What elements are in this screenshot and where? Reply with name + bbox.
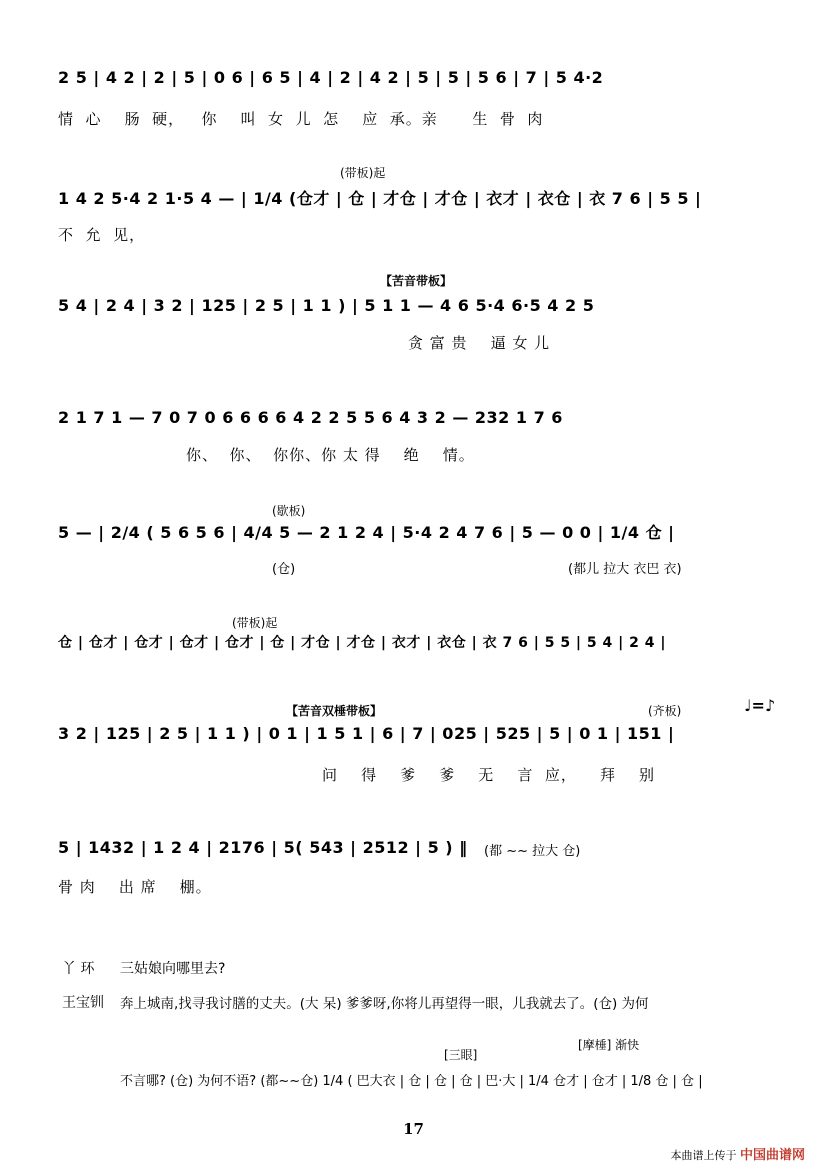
lyrics-row-2: 不 允 见， — [58, 226, 146, 244]
dialogue-text-1: 三姑娘向哪里去? — [120, 961, 226, 977]
notation-row-3: 5 4 | 2 4 | 3 2 | 125 | 2 5 | 1 1 ) | 5 1 1 — 4 6 5·4 6·5 4 2 5 — [58, 296, 595, 315]
footer — [670, 1144, 805, 1163]
notation-row-8: 5 | 1432 | 1 2 4 | 2176 | 5( 543 | 2512 | 5 ) ‖ — [58, 838, 468, 857]
page-number: 17 — [403, 1120, 424, 1138]
lyrics-row-7: 问 得 爹 爹 无 言 应， 拜 别 — [322, 766, 656, 784]
footer-brand: 中国曲谱网 — [739, 1148, 805, 1163]
lyrics-row-4: 你、 你、 你你、你 太 得 绝 情。 — [186, 446, 475, 464]
lyrics-row-8: 骨 肉 出 席 棚。 — [58, 878, 212, 896]
dialogue-speaker-1: 丫 环 — [62, 961, 95, 977]
row3-mark: 【苦音带板】 — [380, 274, 453, 288]
row7-mark-1: 【苦音双棰带板】 — [286, 704, 383, 718]
row6-mark: (带板)起 — [232, 616, 278, 630]
last-line-mark-2: [摩棰] 渐快 — [578, 1038, 640, 1052]
footer-text: 本曲谱上传于 — [670, 1149, 737, 1162]
row5-under-2: (都儿 拉大 衣巴 衣) — [568, 562, 682, 577]
last-line-text: 不言哪? (仓) 为何不语? (都~~仓) 1/4 ( 巴大衣 | 仓 | 仓 | 仓 | 巴·大 | 1/4 仓才 | 仓才 | 1/8 仓 | 仓 | — [120, 1074, 703, 1089]
last-line-mark-1: [三眼] — [444, 1048, 478, 1062]
notation-row-7: 3 2 | 125 | 2 5 | 1 1 ) | 0 1 | 1 5 1 | 6 | 7 | 025 | 525 | 5 | 0 1 | 151 | — [58, 724, 675, 743]
row5-mark: (歇板) — [272, 504, 306, 518]
row7-tempo: ♩=♪ — [744, 696, 776, 715]
notation-row-2: 1 4 2 5·4 2 1·5 4 — | 1/4 (仓才 | 仓 | 才仓 | 才仓 | 衣才 | 衣仓 | 衣 7 6 | 5 5 | — [58, 189, 702, 208]
row2-mark: (带板)起 — [340, 166, 386, 180]
dialogue-text-2: 奔上城南,找寻我讨膳的丈夫。(大 呆) 爹爹呀,你将儿再望得一眼，儿我就去了。(仓) 为何 — [120, 996, 649, 1012]
row7-mark-2: (齐板) — [648, 704, 682, 718]
lyrics-row-1: 情 心 肠 硬， 你 叫 女 儿 怎 应 承。亲 生 骨 肉 — [58, 110, 544, 128]
notation-row-4: 2 1 7 1 — 7 0 7 0 6 6 6 6 4 2 2 5 5 6 4 3 2 — 232 1 7 6 — [58, 408, 563, 427]
notation-row-1: 2 5 | 4 2 | 2 | 5 | 0 6 | 6 5 | 4 | 2 | 4 2 | 5 | 5 | 5 6 | 7 | 5 4·2 — [58, 68, 604, 87]
row8-under: (都 ~~ 拉大 仓) — [484, 844, 581, 859]
lyrics-row-3: 贪 富 贵 逼 女 儿 — [408, 334, 551, 352]
dialogue-speaker-2: 王宝钏 — [62, 995, 104, 1011]
row5-under-1: (仓) — [272, 562, 296, 577]
notation-row-6: 仓 | 仓才 | 仓才 | 仓才 | 仓才 | 仓 | 才仓 | 才仓 | 衣才 | 衣仓 | 衣 7 6 | 5 5 | 5 4 | 2 4 | — [58, 635, 666, 651]
notation-row-5: 5 — | 2/4 ( 5 6 5 6 | 4/4 5 — 2 1 2 4 | 5·4 2 4 7 6 | 5 — 0 0 | 1/4 仓 | — [58, 523, 675, 542]
